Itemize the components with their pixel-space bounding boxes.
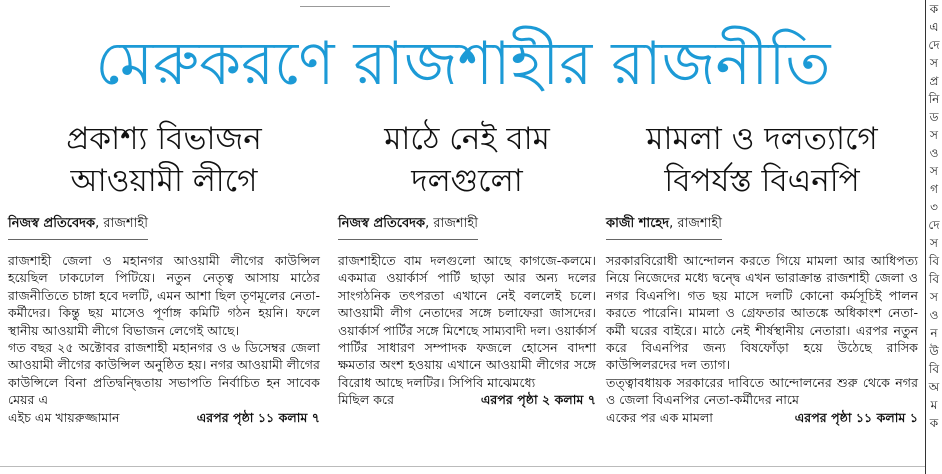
fragment-char: নি	[928, 92, 940, 106]
paragraph: রাজশাহীতে বাম দলগুলো আছে কাগজে-কলমে। একমাত্র ওয়ার্কার্স পার্টি ছাড়া আর অন্য দলের সাংগঠনিক তৎপরতা এখানে নেই বললেই চলে। আওয়ামী লীগ নেতাদের সঙ্গে চলাফেরা জাসদের। ওয়ার্কার্স পার্টির সঙ্গে মিশেছে সাম্যবাদী দল। ওয়ার্কার্স পার্টির সাধারণ সম্পাদক ফজলে হোসেন বাদশা ক্ষমতার অংশ হওয়ায় এখানে আওয়ামী লীগের সঙ্গে বিরোধ আছে দলটির। সিপিবি মাঝেমধ্যে	[338, 253, 596, 390]
headline-line: আওয়ামী লীগে	[70, 163, 258, 199]
article-body	[8, 252, 320, 426]
last-line-text: মিছিল করে	[338, 392, 395, 408]
fragment-char: স	[930, 128, 938, 142]
top-strip-fragment	[300, 0, 390, 7]
headline	[8, 118, 320, 208]
headline	[606, 118, 918, 208]
continued-jump[interactable]: এরপর পৃষ্ঠা ১১ কলাম ১	[794, 409, 918, 425]
fragment-char: ও	[929, 308, 939, 322]
fragment-char: ৩	[930, 200, 938, 214]
fragment-char: উ	[929, 344, 939, 358]
paragraph: রাজশাহী জেলা ও মহানগর আওয়ামী লীগের কাউন্সিল হয়েছিল ঢাকঢোল পিটিয়ে। নতুন নেতৃত্ব আসায় মাঠের রাজনীতিতে চাঙ্গা হবে দলটি, এমন আশা ছিল তৃণমূলের নেতা-কর্মীদের। কিন্তু ছয় মাসেও পূর্ণাঙ্গ কমিটি গঠন হয়নি। ফলে স্থানীয় আওয়ামী লীগে বিভাজন লেগেই আছে।	[8, 253, 320, 338]
article-last-line	[8, 409, 320, 426]
byline-reporter: কাজী শাহেদ	[606, 216, 670, 231]
byline-place: , রাজশাহী	[425, 216, 478, 231]
fragment-char: ড	[929, 110, 939, 124]
fragment-char: ম	[930, 398, 938, 412]
paragraph: গত বছর ২৫ অক্টোবর রাজশাহী মহানগর ও ৬ ডিসেম্বর জেলা আওয়ামী লীগের কাউন্সিল অনুষ্ঠিত হয়। নগর আওয়ামী লীগের কাউন্সিলে বিনা প্রতিদ্বন্দ্বিতায় সভাপতি নির্বাচিত হন সাবেক মেয়র এ	[8, 340, 320, 408]
article-body	[338, 252, 596, 409]
byline-place: , রাজশাহী	[95, 216, 148, 231]
fragment-char: বি	[928, 362, 940, 376]
byline	[606, 214, 722, 240]
byline	[338, 214, 478, 240]
article-last-line	[606, 409, 918, 426]
fragment-char: স	[930, 236, 938, 250]
bottom-rule	[0, 466, 926, 467]
headline-line: মামলা ও দলত্যাগে	[646, 121, 878, 157]
fragment-char: দে	[928, 218, 940, 232]
paragraph: তত্ত্বাবধায়ক সরকারের দাবিতে আন্দোলনের শুরু থেকে নগর ও জেলা বিএনপির নেতা-কর্মীদের নামে	[606, 374, 918, 408]
last-line-text: একের পর এক মামলা	[606, 409, 713, 425]
adjacent-column-fragment	[925, 0, 942, 474]
headline-line: প্রকাশ্য বিভাজন	[66, 121, 262, 157]
fragment-char: ক	[929, 416, 939, 430]
article-body	[606, 252, 918, 426]
fragment-char: স	[930, 164, 938, 178]
continued-jump[interactable]: এরপর পৃষ্ঠা ২ কলাম ৭	[480, 392, 596, 408]
byline-reporter: নিজস্ব প্রতিবেদক	[8, 216, 96, 231]
banner-title: মেরুকরণে রাজশাহীর রাজনীতি	[95, 29, 831, 99]
headline	[338, 118, 596, 208]
fragment-char: এ	[929, 20, 939, 34]
headline-line: বিপর্যস্ত বিএনপি	[664, 163, 860, 199]
fragment-char: বি	[928, 272, 940, 286]
byline	[8, 214, 148, 240]
headline-line: দলগুলো	[411, 163, 523, 199]
headline-line: মাঠে নেই বাম	[384, 121, 550, 157]
fragment-char: ও	[929, 146, 939, 160]
fragment-char: গ	[930, 182, 938, 196]
fragment-char: স	[930, 290, 938, 304]
article-last-line	[338, 391, 596, 408]
fragment-char: দে	[928, 38, 940, 52]
last-line-text: এইচ এম খায়রুজ্জামান	[8, 409, 120, 425]
continued-jump[interactable]: এরপর পৃষ্ঠা ১১ কলাম ৭	[196, 409, 320, 425]
byline-place: , রাজশাহী	[669, 216, 722, 231]
paragraph: সরকারবিরোধী আন্দোলন করতে গিয়ে মামলা আর আধিপত্য নিয়ে নিজেদের মধ্যে দ্বন্দ্বে এখন ভারাক্রান্ত রাজশাহী জেলা ও নগর বিএনপি। গত ছয় মাসে দলটি কোনো কর্মসূচিই পালন করতে পারেনি। মামলা ও গ্রেফতার আতঙ্কে অধিকাংশ নেতা-কর্মী ঘরের বাইরে। মাঠে নেই শীর্ষস্থানীয় নেতারা। এরপর নতুন করে বিএনপির জন্য বিষফোঁড়া হয়ে উঠেছে রাসিক কাউন্সিলরদের দল ত্যাগ।	[606, 253, 918, 373]
fragment-char: ক	[929, 2, 939, 16]
column-awami-league	[8, 118, 320, 468]
fragment-char: ন	[930, 326, 938, 340]
fragment-char: প্র	[929, 74, 939, 88]
fragment-char: বি	[928, 254, 940, 268]
byline-reporter: নিজস্ব প্রতিবেদক	[338, 216, 426, 231]
column-bnp	[606, 118, 918, 468]
fragment-char: অ	[928, 380, 940, 394]
fragment-char: স	[930, 56, 938, 70]
column-left-parties	[338, 118, 596, 468]
